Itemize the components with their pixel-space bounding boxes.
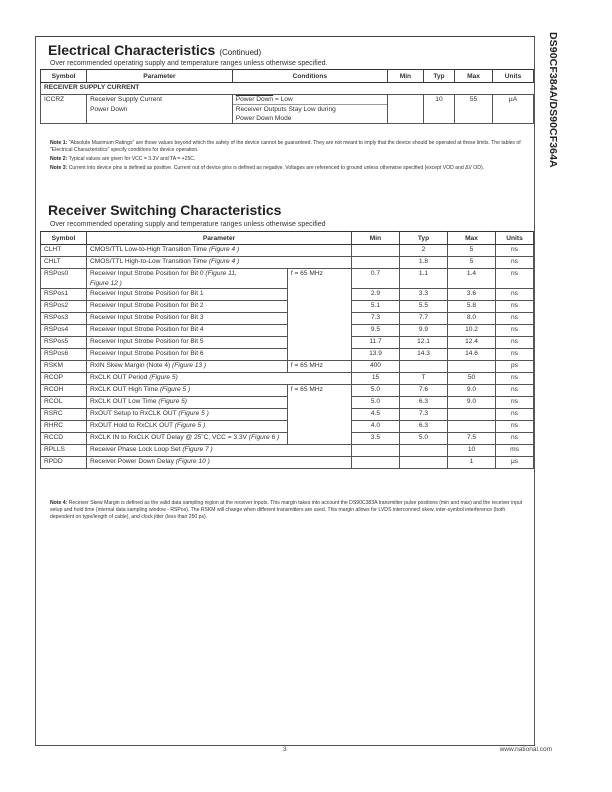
cell-parameter <box>86 361 287 373</box>
cell-units: ns <box>495 257 533 269</box>
cell-units: ms <box>495 445 533 457</box>
note-label: Note 3: <box>50 165 68 172</box>
cell-parameter <box>86 301 287 313</box>
switching-subtitle: Over recommended operating supply and temperature ranges unless otherwise specified <box>50 221 326 228</box>
param-text: CMOS/TTL High-to-Low Transition Time <box>89 258 207 265</box>
param-text: Receiver Input Strobe Position for Bit 0 <box>89 270 204 277</box>
param-line-2 <box>90 280 284 287</box>
cond-line: Power Down Mode <box>235 115 292 122</box>
cond-overline: Power Down <box>235 96 274 103</box>
table-row <box>41 349 534 361</box>
cell-max: 8.0 <box>447 313 495 325</box>
cell-max: 5 <box>447 257 495 269</box>
cell-max: 9.0 <box>447 397 495 409</box>
cell-symbol: RPLLS <box>41 445 87 457</box>
cell-symbol: RSRC <box>41 409 87 421</box>
table-row <box>41 95 534 124</box>
figure-ref: (Figure 4 ) <box>208 246 240 253</box>
cell-min: 4.0 <box>351 421 399 433</box>
cell-units: ns <box>495 337 533 349</box>
note-text: Receiver Skew Margin is defined as the valid data sampling region at the receiver inputs. This margin takes into account the DS90C383A transmitter pulse positions (min and max) and the receiver input setup and hold time (internal data sampling window - RSPos). The RSKM will change when different transmitters are used. This margin allows for LVDS interconnect skew, inter-symbol interference (both dependent on type/length of cable), and clock jitter (less than 250 ps). <box>50 500 523 520</box>
switching-table <box>40 231 534 469</box>
cell-typ <box>399 361 447 373</box>
electrical-title <box>48 42 261 58</box>
table-row <box>41 313 534 325</box>
figure-ref: Figure 12 ) <box>89 280 122 287</box>
cell-typ: 7.3 <box>399 409 447 421</box>
param-text: RxCLK OUT Period <box>89 374 148 381</box>
cell-typ: 14.3 <box>399 349 447 361</box>
cell-min: 13.9 <box>351 349 399 361</box>
cell-typ: 7.6 <box>399 385 447 397</box>
cell-min: 5.0 <box>351 397 399 409</box>
cell-max: 3.6 <box>447 289 495 301</box>
cell-units: ns <box>495 325 533 337</box>
cell-max <box>447 361 495 373</box>
note-text: Current into device pins is defined as positive. Current out of device pins is defined as negative. Voltages are referenced to ground unless otherwise specified (except VOD and ΔV OD). <box>68 165 485 172</box>
col-units: Units <box>492 70 533 83</box>
cell-min <box>351 457 399 469</box>
cell-parameter <box>86 245 351 257</box>
switching-title: Receiver Switching Characteristics <box>48 202 282 218</box>
cell-parameter <box>86 337 287 349</box>
page-number: 3 <box>283 746 287 753</box>
note-2 <box>50 156 526 163</box>
cell-symbol: RHRC <box>41 421 87 433</box>
cell-symbol: ICCRZ <box>41 95 87 124</box>
cell-max: 10 <box>447 445 495 457</box>
cell-units: ns <box>495 397 533 409</box>
param-text: Receiver Input Strobe Position for Bit 2 <box>89 302 204 309</box>
cell-parameter <box>86 289 287 301</box>
cond-line: Receiver Outputs Stay Low during <box>235 106 336 113</box>
col-parameter: Parameter <box>87 70 233 83</box>
cell-min: 400 <box>351 361 399 373</box>
cell-units: ns <box>495 421 533 433</box>
cell-units: ns <box>495 385 533 397</box>
note-text: "Absolute Maximum Ratings" are those values beyond which the safety of the device cannot be guaranteed. They are not meant to imply that the device should be operated at these limits. The tables of "Electrical Characteristics" specify conditions for device operation. <box>50 140 521 153</box>
param-text: Receiver Input Strobe Position for Bit 3 <box>89 314 204 321</box>
cell-parameter <box>87 95 233 124</box>
cell-symbol: RSPos6 <box>41 349 87 361</box>
cell-parameter <box>86 433 287 445</box>
cell-symbol: RCOL <box>41 397 87 409</box>
cell-typ: 1.1 <box>399 269 447 289</box>
cell-typ: 6.3 <box>399 421 447 433</box>
cell-typ: 12.1 <box>399 337 447 349</box>
cell-units: ps <box>495 361 533 373</box>
table-row <box>41 269 534 289</box>
cell-min: 5.0 <box>351 385 399 397</box>
table-row <box>41 325 534 337</box>
col-min: Min <box>387 70 423 83</box>
note-label: Note 2: <box>50 156 68 163</box>
figure-ref: (Figure 13 ) <box>172 362 207 369</box>
side-part-number <box>541 32 563 202</box>
electrical-title-text: Electrical Characteristics <box>48 42 216 58</box>
cell-typ: 7.7 <box>399 313 447 325</box>
table-row <box>41 445 534 457</box>
cell-min: 4.5 <box>351 409 399 421</box>
param-text: RxCLK IN to RxCLK OUT Delay @ 25˚C, VCC = 3.3V <box>89 434 247 441</box>
figure-ref: (Figure 5) <box>158 398 187 405</box>
cell-symbol: CHLT <box>41 257 87 269</box>
table-row <box>41 433 534 445</box>
table-row <box>41 421 534 433</box>
cell-typ: T <box>399 373 447 385</box>
cell-max: 50 <box>447 373 495 385</box>
notes-top <box>50 140 526 175</box>
cell-parameter <box>86 373 351 385</box>
table-row <box>41 409 534 421</box>
col-parameter: Parameter <box>86 232 351 245</box>
param-text: Receiver Input Strobe Position for Bit 6 <box>89 350 204 357</box>
cond-line <box>233 95 387 105</box>
param-text: RxOUT Hold to RxCLK OUT <box>89 422 173 429</box>
param-text: Receiver Input Strobe Position for Bit 5 <box>89 338 204 345</box>
cell-min: 11.7 <box>351 337 399 349</box>
cell-max: 55 <box>455 95 493 124</box>
cell-units: ns <box>495 313 533 325</box>
cell-min: 7.3 <box>351 313 399 325</box>
footer-url[interactable]: www.national.com <box>499 746 552 753</box>
cell-typ: 9.9 <box>399 325 447 337</box>
note-label: Note 4: <box>50 500 68 506</box>
cell-parameter <box>86 457 351 469</box>
cell-max: 9.0 <box>447 385 495 397</box>
param-line: Power Down <box>90 106 128 113</box>
cell-units: µA <box>492 95 533 124</box>
cell-parameter <box>86 313 287 325</box>
cell-min: 15 <box>351 373 399 385</box>
section-label: RECEIVER SUPPLY CURRENT <box>41 83 534 95</box>
cell-min: 5.1 <box>351 301 399 313</box>
param-text: CMOS/TTL Low-to-High Transition Time <box>89 246 207 253</box>
note-4 <box>50 500 526 523</box>
cell-parameter <box>86 385 287 397</box>
cell-max: 1.4 <box>447 269 495 289</box>
param-text: Receiver Input Strobe Position for Bit 1 <box>89 290 204 297</box>
cell-min: 2.9 <box>351 289 399 301</box>
note-3 <box>50 165 526 172</box>
param-text: RxIN Skew Margin (Note 4) <box>89 362 171 369</box>
cell-max: 12.4 <box>447 337 495 349</box>
col-min: Min <box>351 232 399 245</box>
cell-max: 10.2 <box>447 325 495 337</box>
table-row <box>41 337 534 349</box>
cell-max: 14.6 <box>447 349 495 361</box>
cell-units: µs <box>495 457 533 469</box>
cell-symbol: RCOH <box>41 385 87 397</box>
col-symbol: Symbol <box>41 232 87 245</box>
cell-min: 9.5 <box>351 325 399 337</box>
cell-typ: 5.0 <box>399 433 447 445</box>
col-symbol: Symbol <box>41 70 87 83</box>
col-typ: Typ <box>399 232 447 245</box>
cell-typ: 1.8 <box>399 257 447 269</box>
cell-typ <box>399 457 447 469</box>
cell-units: ns <box>495 245 533 257</box>
figure-ref: (Figure 5 ) <box>174 422 206 429</box>
cell-symbol: RSPos2 <box>41 301 87 313</box>
table-row <box>41 245 534 257</box>
cell-symbol: RSPos4 <box>41 325 87 337</box>
cond-rest: = Low <box>273 96 293 103</box>
table-row <box>41 397 534 409</box>
electrical-subtitle: Over recommended operating supply and temperature ranges unless otherwise specified. <box>50 60 328 67</box>
table-row <box>41 385 534 397</box>
cell-units: ns <box>495 269 533 289</box>
cell-symbol: RSPos0 <box>41 269 87 289</box>
cell-parameter <box>86 257 351 269</box>
param-text: RxOUT Setup to RxCLK OUT <box>89 410 177 417</box>
param-line: Receiver Supply Current <box>90 96 162 103</box>
cell-typ: 3.3 <box>399 289 447 301</box>
side-title-text: DS90CF384A/DS90CF364A <box>547 32 559 168</box>
cell-typ: 5.5 <box>399 301 447 313</box>
cell-typ: 10 <box>423 95 454 124</box>
col-typ: Typ <box>423 70 454 83</box>
continued-label: (Continued) <box>219 48 262 57</box>
table-row <box>41 301 534 313</box>
col-max: Max <box>447 232 495 245</box>
cell-symbol: RSPos3 <box>41 313 87 325</box>
cell-units: ns <box>495 373 533 385</box>
col-conditions: Conditions <box>232 70 387 83</box>
table-row <box>41 289 534 301</box>
cell-max: 7.5 <box>447 433 495 445</box>
figure-ref: (Figure 4 ) <box>208 258 240 265</box>
cell-symbol: RSPos1 <box>41 289 87 301</box>
cell-min <box>351 257 399 269</box>
table-row <box>41 361 534 373</box>
cell-conditions: f = 65 MHz <box>287 385 351 445</box>
cell-units: ns <box>495 289 533 301</box>
col-max: Max <box>455 70 493 83</box>
cell-symbol: RSPos5 <box>41 337 87 349</box>
cell-units: ns <box>495 349 533 361</box>
cell-units: ns <box>495 301 533 313</box>
table-row <box>41 373 534 385</box>
cell-units: ns <box>495 433 533 445</box>
cell-max: 5 <box>447 245 495 257</box>
cell-symbol: CLHT <box>41 245 87 257</box>
cell-typ: 6.3 <box>399 397 447 409</box>
cell-symbol: RSKM <box>41 361 87 373</box>
cell-parameter <box>86 269 287 289</box>
note-4-paragraph <box>50 500 526 520</box>
figure-ref: (Figure 5) <box>149 374 178 381</box>
table-row <box>41 457 534 469</box>
figure-ref: (Figure 11, <box>205 270 237 277</box>
cell-typ: 2 <box>399 245 447 257</box>
cell-min <box>351 445 399 457</box>
cell-parameter <box>86 397 287 409</box>
param-text: RxCLK OUT Low Time <box>89 398 157 405</box>
cell-parameter <box>86 325 287 337</box>
cell-symbol: RCCD <box>41 433 87 445</box>
note-label: Note 1: <box>50 140 68 146</box>
figure-ref: (Figure 7 ) <box>182 446 213 453</box>
note-1 <box>50 140 526 154</box>
cell-min <box>387 95 423 124</box>
note-text: Typical values are given for VCC = 3.3V and TA = +25C. <box>68 156 196 163</box>
param-text: Receiver Phase Lock Loop Set <box>89 446 181 453</box>
cell-min <box>351 245 399 257</box>
cell-parameter <box>86 421 287 433</box>
cell-typ <box>399 445 447 457</box>
col-units: Units <box>495 232 533 245</box>
figure-ref: (Figure 5 ) <box>159 386 191 393</box>
cell-symbol: RCOP <box>41 373 87 385</box>
param-text: Receiver Input Strobe Position for Bit 4 <box>89 326 204 333</box>
figure-ref: (Figure 6 ) <box>248 434 280 441</box>
cell-conditions <box>232 95 387 124</box>
cell-parameter <box>86 445 351 457</box>
table-header-row <box>41 70 534 83</box>
table-row <box>41 257 534 269</box>
cell-symbol: RPDD <box>41 457 87 469</box>
param-text: Receiver Power Down Delay <box>89 458 174 465</box>
figure-ref: (Figure 5 ) <box>178 410 209 417</box>
cell-max: 1 <box>447 457 495 469</box>
param-text: RxCLK OUT High Time <box>89 386 158 393</box>
cell-min: 0.7 <box>351 269 399 289</box>
cell-parameter <box>86 349 287 361</box>
table-header-row <box>41 232 534 245</box>
electrical-table <box>40 69 534 124</box>
cell-parameter <box>86 409 287 421</box>
cell-max <box>447 421 495 433</box>
cell-max <box>447 409 495 421</box>
cell-conditions: f = 65 MHz <box>287 269 351 361</box>
cell-conditions: f = 65 MHz <box>287 361 351 373</box>
section-row <box>41 83 534 95</box>
cell-units: ns <box>495 409 533 421</box>
cell-min: 3.5 <box>351 433 399 445</box>
cell-max: 5.8 <box>447 301 495 313</box>
figure-ref: (Figure 10 ) <box>175 458 210 465</box>
